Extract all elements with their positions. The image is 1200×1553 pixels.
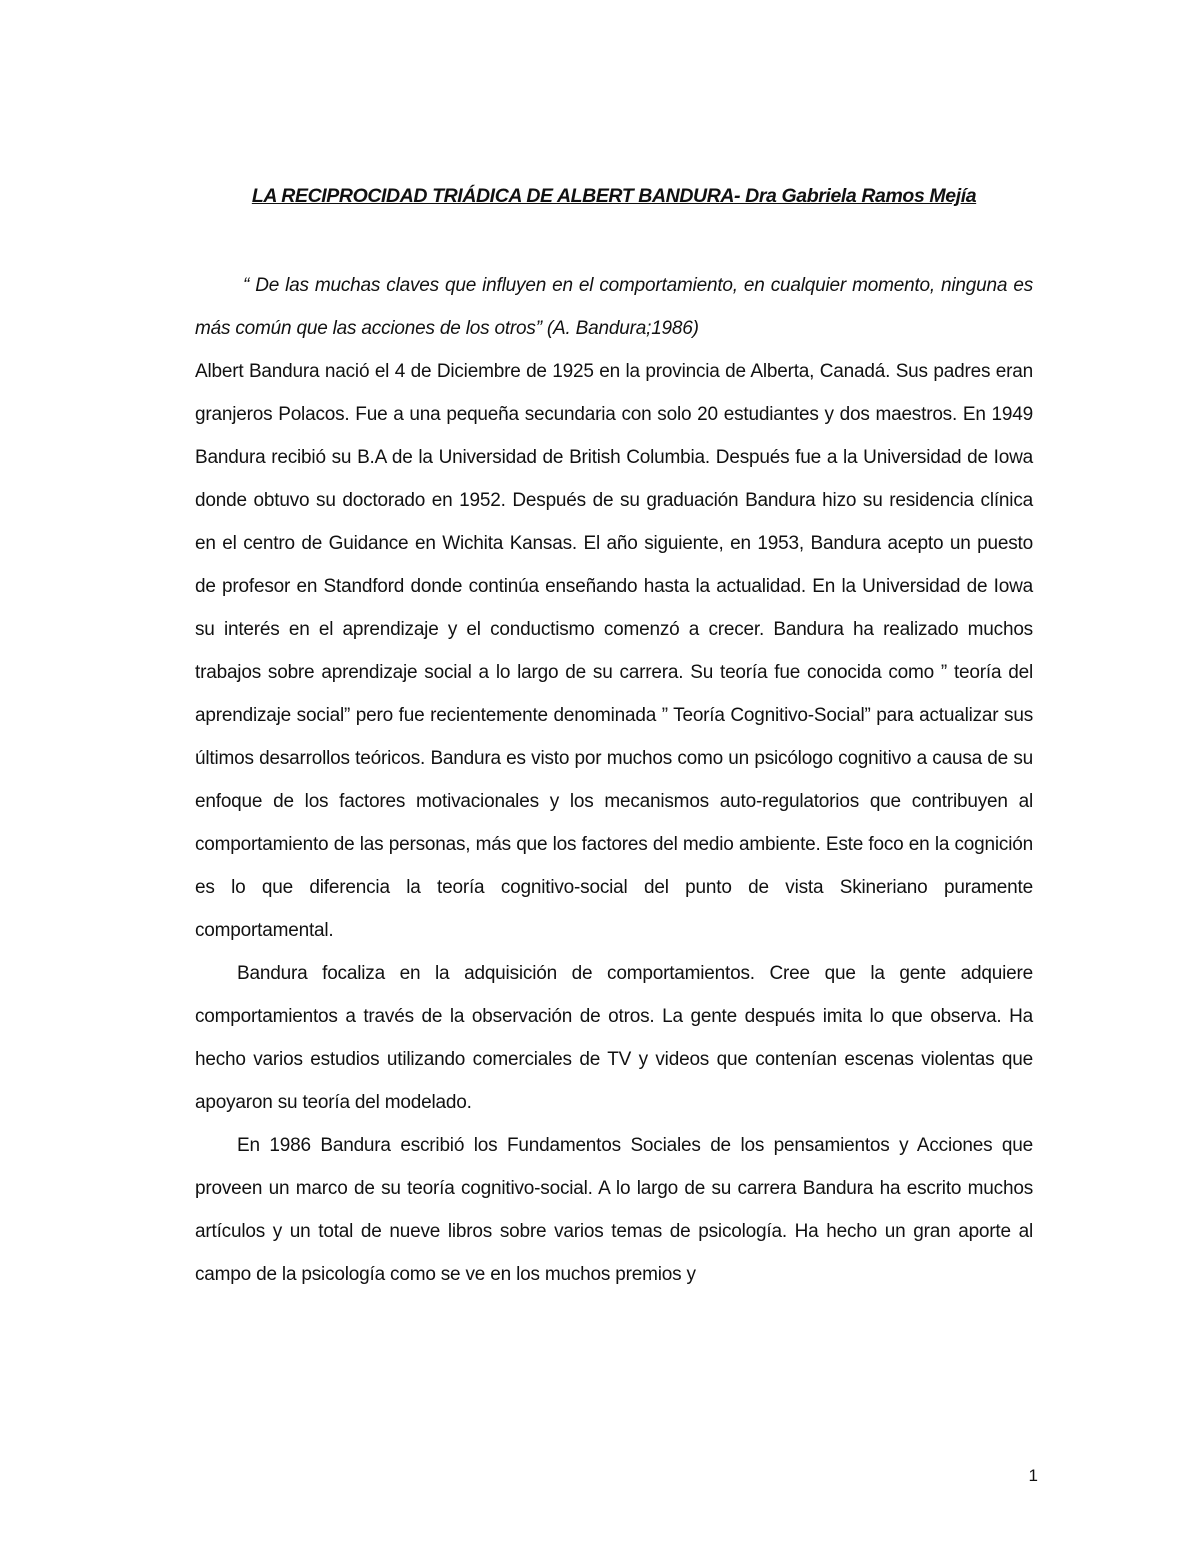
paragraph-foundations: En 1986 Bandura escribió los Fundamentos Sociales de los pensamientos y Acciones que proveen un marco de su teoría cognitivo-social. A lo largo de su carrera Bandura ha escrito muchos artículos y un total de nueve libros sobre varios temas de psicología. Ha hecho un gran aporte al campo de la psicología como se ve en los muchos premios y — [195, 1135, 1033, 1285]
paragraph-biography: Albert Bandura nació el 4 de Diciembre de 1925 en la provincia de Alberta, Canadá. Sus padres eran granjeros Polacos. Fue a una pequeña secundaria con solo 20 estudiantes y dos maestros. En 1949 Bandura recibió su B.A de la Universidad de British Columbia. Después fue a la Universidad de Iowa donde obtuvo su doctorado en 1952. Después de su graduación Bandura hizo su residencia clínica en el centro de Guidance en Wichita Kansas. El año siguiente, en 1953, Bandura acepto un puesto de profesor en Standford donde continúa enseñando hasta la actualidad. En la Universidad de Iowa su interés en el aprendizaje y el conductismo comenzó a crecer. Bandura ha realizado muchos trabajos sobre aprendizaje social a lo largo de su carrera. Su teoría fue conocida como ” teoría del aprendizaje social” pero fue recientemente denominada ” Teoría Cognitivo-Social” para actualizar sus últimos desarrollos teóricos. Bandura es visto por muchos como un psicólogo cognitivo a causa de su enfoque de los factores motivacionales y los mecanismos auto-regulatorios que contribuyen al comportamiento de las personas, más que los factores del medio ambiente. Este foco en la cognición es lo que diferencia la teoría cognitivo-social del punto de vista Skineriano puramente comportamental. — [195, 361, 1033, 941]
document-body — [195, 264, 1033, 1296]
page-number: 1 — [1028, 1466, 1038, 1485]
epigraph-quote: “ De las muchas claves que influyen en el comportamiento, en cualquier momento, ninguna es más común que las acciones de los otros” (A. Bandura;1986) — [195, 275, 1033, 339]
paragraph-acquisition: Bandura focaliza en la adquisición de comportamientos. Cree que la gente adquiere comportamientos a través de la observación de otros. La gente después imita lo que observa. Ha hecho varios estudios utilizando comerciales de TV y videos que contenían escenas violentas que apoyaron su teoría del modelado. — [195, 963, 1033, 1113]
document-title: LA RECIPROCIDAD TRIÁDICA DE ALBERT BANDURA- Dra Gabriela Ramos Mejía — [251, 185, 977, 207]
